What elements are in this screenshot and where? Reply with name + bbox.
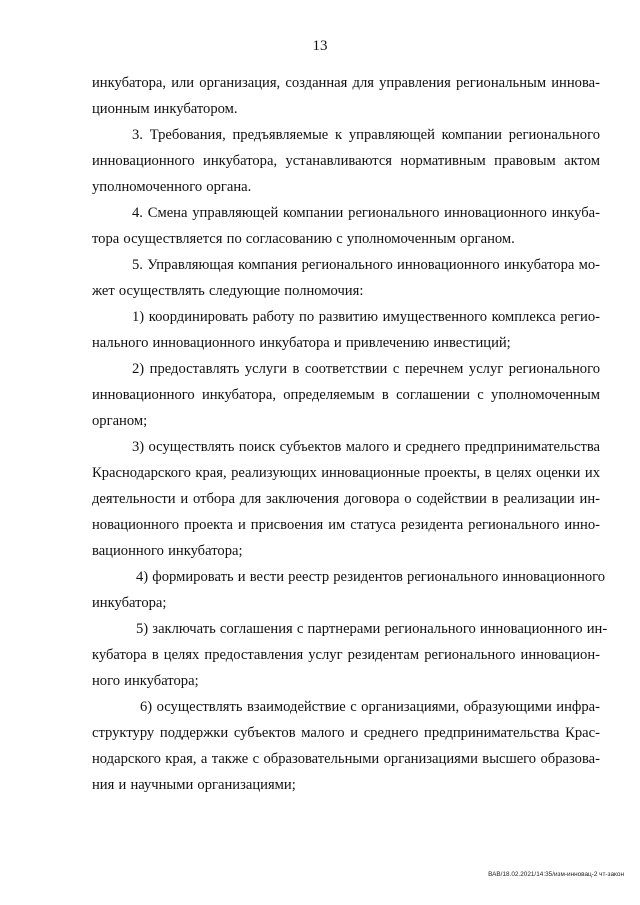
- text-line: жет осуществлять следующие полномочия:: [92, 283, 364, 299]
- text-line: нального инновационного инкубатора и привлечению инвестиций;: [92, 335, 511, 351]
- text-line: тора осуществляется по согласованию с уполномоченным органом.: [92, 231, 515, 247]
- text-line: 2) предоставлять услуги в соответствии с перечнем услуг регионального: [132, 361, 600, 377]
- text-line: уполномоченного органа.: [92, 179, 252, 195]
- text-line: вационного инкубатора;: [92, 543, 243, 559]
- text-line: инновационного инкубатора, определяемым в соглашении с уполномоченным: [92, 387, 600, 403]
- text-line: инновационного инкубатора, устанавливаются нормативным правовым актом: [92, 153, 600, 169]
- text-line: 4) формировать и вести реестр резидентов регионального инновационного: [136, 569, 606, 585]
- text-line: 5. Управляющая компания регионального инновационного инкубатора мо-: [132, 257, 600, 273]
- text-line: инкубатора, или организация, созданная для управления региональным иннова-: [92, 75, 600, 91]
- text-line: Краснодарского края, реализующих инновационные проекты, в целях оценки их: [92, 465, 600, 481]
- text-line: 6) осуществлять взаимодействие с организациями, образующими инфра-: [140, 699, 600, 715]
- text-line: 4. Смена управляющей компании регионального инновационного инкуба-: [132, 205, 600, 221]
- text-line: ного инкубатора;: [92, 673, 199, 689]
- text-line: структуру поддержки субъектов малого и среднего предпринимательства Крас-: [92, 725, 600, 741]
- text-line: ния и научными организациями;: [92, 777, 296, 793]
- text-line: нодарского края, а также с образовательными организациями высшего образова-: [92, 751, 600, 767]
- text-line: органом;: [92, 413, 148, 429]
- text-line: 1) координировать работу по развитию имущественного комплекса регио-: [132, 309, 600, 325]
- text-line: 5) заключать соглашения с партнерами регионального инновационного ин-: [136, 621, 608, 637]
- text-line: ционным инкубатором.: [92, 101, 238, 117]
- text-line: кубатора в целях предоставления услуг резидентам регионального инновацион-: [92, 647, 600, 663]
- text-line: 3. Требования, предъявляемые к управляющей компании регионального: [132, 127, 600, 143]
- text-line: новационного проекта и присвоения им статуса резидента регионального инно-: [92, 517, 600, 533]
- text-line: деятельности и отбора для заключения договора о содействии в реализации ин-: [92, 491, 600, 507]
- footer-stamp: ВАВ/18.02.2021/14:35/изм-инновац-2 чт-закон: [488, 871, 624, 878]
- page-number: 13: [312, 38, 328, 54]
- text-line: 3) осуществлять поиск субъектов малого и среднего предпринимательства: [132, 439, 600, 455]
- text-line: инкубатора;: [92, 595, 167, 611]
